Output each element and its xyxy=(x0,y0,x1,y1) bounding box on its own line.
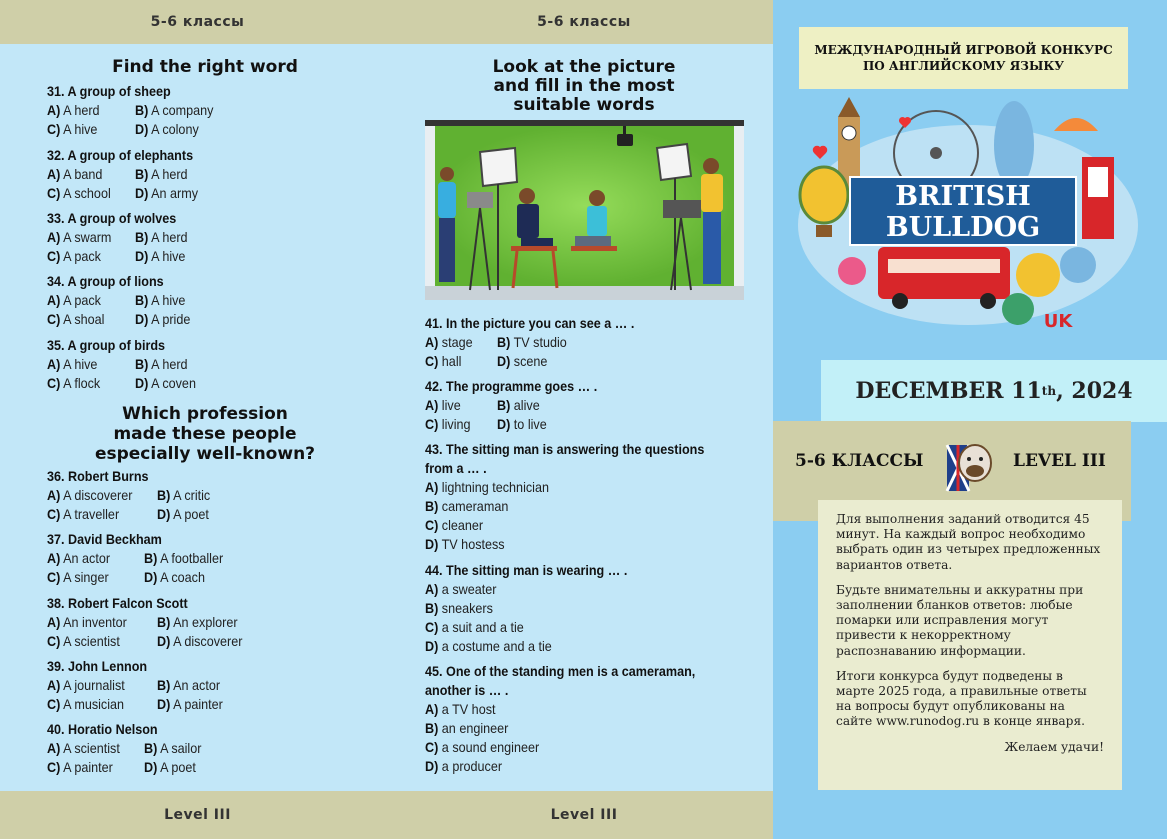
option-text: A herd xyxy=(63,102,100,118)
answer-option[interactable] xyxy=(425,516,483,535)
option-text: A pack xyxy=(63,292,101,308)
option-row xyxy=(47,695,230,714)
answer-option[interactable] xyxy=(135,120,199,139)
answer-option[interactable] xyxy=(425,757,502,776)
question-block xyxy=(47,272,197,329)
option-text: A company xyxy=(151,102,214,118)
option-text: A hive xyxy=(151,292,186,308)
question-block xyxy=(47,657,230,714)
option-letter: A) xyxy=(47,292,61,308)
date-suffix: th xyxy=(1041,384,1057,398)
answer-option[interactable] xyxy=(47,355,126,374)
option-letter: B) xyxy=(135,229,149,245)
option-letter: D) xyxy=(135,121,149,137)
option-row xyxy=(47,632,252,651)
grade-band-top: 5-6 классы xyxy=(395,0,773,44)
logo-line-british: BRITISH xyxy=(895,181,1031,212)
option-letter: C) xyxy=(47,506,61,522)
answer-option[interactable] xyxy=(47,613,146,632)
option-row xyxy=(425,618,650,637)
answer-option[interactable] xyxy=(47,120,126,139)
option-text: scene xyxy=(513,353,548,369)
answer-option[interactable] xyxy=(47,632,146,651)
option-text: a TV host xyxy=(441,701,496,717)
answer-option[interactable] xyxy=(47,486,146,505)
question-title: 31. A group of sheep xyxy=(47,83,171,99)
option-row xyxy=(47,549,232,568)
option-letter: B) xyxy=(425,600,439,616)
left-panel xyxy=(0,0,395,839)
question-title: 41. In the picture you can see a … . xyxy=(425,315,635,331)
answer-option[interactable] xyxy=(47,505,146,524)
answer-option[interactable] xyxy=(425,738,539,757)
option-row xyxy=(47,310,197,329)
option-text: cleaner xyxy=(441,517,484,533)
logo-line-bulldog: BULLDOG xyxy=(885,212,1041,243)
question-block xyxy=(425,314,658,371)
option-row xyxy=(47,291,197,310)
option-text: A coach xyxy=(160,569,205,585)
question-block xyxy=(425,440,735,554)
option-letter: B) xyxy=(144,550,158,566)
question-block xyxy=(47,209,193,266)
option-letter: D) xyxy=(425,536,439,552)
option-text: A poet xyxy=(173,506,209,522)
option-text: A footballer xyxy=(160,550,224,566)
option-text: a sound engineer xyxy=(441,739,540,755)
question-block xyxy=(47,530,232,587)
question-block xyxy=(47,594,252,651)
grade-band-top: 5-6 классы xyxy=(0,0,395,44)
answer-option[interactable] xyxy=(135,228,188,247)
option-letter: A) xyxy=(425,397,439,413)
answer-option[interactable] xyxy=(47,758,134,777)
option-row xyxy=(47,613,252,632)
option-text: A journalist xyxy=(63,677,125,693)
question-title: 43. The sitting man is answering the questions xyxy=(425,441,705,457)
title-line: suitable words xyxy=(513,95,655,115)
option-letter: A) xyxy=(47,102,61,118)
answer-option[interactable] xyxy=(497,396,540,415)
answer-option[interactable] xyxy=(135,291,185,310)
option-letter: A) xyxy=(47,229,61,245)
option-letter: A) xyxy=(47,166,61,182)
question-title: 42. The programme goes … . xyxy=(425,378,598,394)
option-row xyxy=(47,739,208,758)
good-luck-text: Желаем удачи! xyxy=(1004,739,1104,754)
option-text: a sweater xyxy=(441,581,497,597)
option-letter: C) xyxy=(425,353,439,369)
answer-option[interactable] xyxy=(135,355,188,374)
answer-option[interactable] xyxy=(47,739,134,758)
option-letter: D) xyxy=(425,638,439,654)
option-text: A swarm xyxy=(63,229,112,245)
answer-option[interactable] xyxy=(425,580,496,599)
answer-option[interactable] xyxy=(497,415,547,434)
answer-option[interactable] xyxy=(47,184,126,203)
answer-option[interactable] xyxy=(47,228,126,247)
question-block xyxy=(425,662,725,776)
option-row xyxy=(47,101,222,120)
option-text: A scientist xyxy=(63,633,120,649)
question-title: 32. A group of elephants xyxy=(47,147,194,163)
option-letter: D) xyxy=(425,758,439,774)
option-row xyxy=(47,758,208,777)
option-text: An inventor xyxy=(63,614,127,630)
option-text: a costume and a tie xyxy=(441,638,552,654)
option-row xyxy=(425,599,650,618)
option-letter: B) xyxy=(135,166,149,182)
option-text: a suit and a tie xyxy=(441,619,524,635)
answer-option[interactable] xyxy=(144,549,223,568)
option-letter: A) xyxy=(425,701,439,717)
option-text: A herd xyxy=(151,229,188,245)
question-title: 33. A group of wolves xyxy=(47,210,177,226)
section-title-profession xyxy=(0,404,410,464)
level-label: LEVEL III xyxy=(1013,451,1106,471)
option-letter: D) xyxy=(497,416,511,432)
option-text: cameraman xyxy=(441,498,509,514)
title-line: and fill in the most xyxy=(493,76,675,96)
date-year: , 2024 xyxy=(1056,378,1133,404)
answer-option[interactable] xyxy=(157,486,210,505)
instructions-box xyxy=(818,500,1122,790)
answer-option[interactable] xyxy=(157,695,223,714)
option-row xyxy=(425,333,658,352)
option-letter: C) xyxy=(47,375,61,391)
option-row xyxy=(425,497,735,516)
question-block xyxy=(47,82,222,139)
option-letter: A) xyxy=(47,614,61,630)
option-letter: C) xyxy=(425,739,439,755)
option-row xyxy=(425,719,725,738)
answer-option[interactable] xyxy=(47,695,146,714)
question-title: 39. John Lennon xyxy=(47,658,148,674)
answer-option[interactable] xyxy=(425,719,508,738)
option-letter: C) xyxy=(47,569,61,585)
header-line: ПО АНГЛИЙСКОМУ ЯЗЫКУ xyxy=(862,59,1065,73)
answer-option[interactable] xyxy=(135,165,188,184)
header-line: МЕЖДУНАРОДНЫЙ ИГРОВОЙ КОНКУРС xyxy=(814,43,1113,57)
option-letter: D) xyxy=(135,248,149,264)
answer-option[interactable] xyxy=(47,165,126,184)
answer-option[interactable] xyxy=(47,568,134,587)
option-letter: B) xyxy=(157,677,171,693)
option-text: alive xyxy=(513,397,540,413)
option-letter: D) xyxy=(157,506,171,522)
contest-header xyxy=(799,27,1128,89)
option-letter: A) xyxy=(47,356,61,372)
option-letter: A) xyxy=(425,479,439,495)
british-bulldog-collage-logo xyxy=(788,95,1148,345)
option-letter: D) xyxy=(144,569,158,585)
option-text: A painter xyxy=(63,759,113,775)
question-title: from a … . xyxy=(425,460,487,476)
option-text: A singer xyxy=(63,569,109,585)
answer-option[interactable] xyxy=(47,374,126,393)
option-text: An actor xyxy=(173,677,221,693)
option-letter: B) xyxy=(157,487,171,503)
option-text: A herd xyxy=(151,356,188,372)
answer-option[interactable] xyxy=(497,333,567,352)
answer-option[interactable] xyxy=(144,568,205,587)
cover-panel xyxy=(773,0,1167,839)
option-row xyxy=(47,355,203,374)
level-band-bottom: Level III xyxy=(395,791,773,839)
level-band-bottom: Level III xyxy=(0,791,395,839)
option-row xyxy=(47,505,216,524)
question-title: 40. Horatio Nelson xyxy=(47,721,158,737)
option-letter: C) xyxy=(47,696,61,712)
option-text: hall xyxy=(441,353,462,369)
question-title: 35. A group of birds xyxy=(47,337,166,353)
answer-option[interactable] xyxy=(47,676,146,695)
option-letter: C) xyxy=(47,633,61,649)
option-letter: C) xyxy=(425,416,439,432)
answer-option[interactable] xyxy=(425,599,493,618)
answer-option[interactable] xyxy=(47,549,134,568)
contest-date xyxy=(821,360,1167,422)
option-letter: C) xyxy=(425,517,439,533)
tv-studio-illustration xyxy=(425,120,744,300)
option-row xyxy=(425,637,650,656)
option-row xyxy=(425,700,725,719)
option-text: A colony xyxy=(151,121,199,137)
option-row xyxy=(47,247,193,266)
answer-option[interactable] xyxy=(47,101,126,120)
option-letter: A) xyxy=(425,334,439,350)
option-letter: B) xyxy=(497,397,511,413)
option-letter: D) xyxy=(157,633,171,649)
answer-option[interactable] xyxy=(425,700,496,719)
option-text: sneakers xyxy=(441,600,493,616)
question-title: 45. One of the standing men is a cameraman, xyxy=(425,663,696,679)
option-letter: A) xyxy=(47,677,61,693)
option-letter: D) xyxy=(144,759,158,775)
option-row xyxy=(425,757,725,776)
answer-option[interactable] xyxy=(144,739,201,758)
logo-uk-text: UK xyxy=(1043,311,1073,332)
option-text: A coven xyxy=(151,375,196,391)
option-text: A sailor xyxy=(160,740,202,756)
answer-option[interactable] xyxy=(497,352,547,371)
option-text: A discoverer xyxy=(63,487,133,503)
option-letter: B) xyxy=(425,498,439,514)
option-letter: D) xyxy=(135,185,149,201)
bulldog-mascot-icon xyxy=(943,431,995,495)
option-text: stage xyxy=(441,334,473,350)
option-text: A painter xyxy=(173,696,223,712)
option-letter: C) xyxy=(425,619,439,635)
option-row xyxy=(47,165,209,184)
option-row xyxy=(425,580,650,599)
option-row xyxy=(47,374,203,393)
option-row xyxy=(425,415,616,434)
answer-option[interactable] xyxy=(157,613,238,632)
answer-option[interactable] xyxy=(47,247,126,266)
answer-option[interactable] xyxy=(135,184,198,203)
instructions-paragraph: Будьте внимательны и аккуратны при заполнении бланков ответов: любые помарки или исправления могут привести к некорректному распознаванию информации. xyxy=(836,582,1084,658)
option-text: A scientist xyxy=(63,740,120,756)
option-text: A hive xyxy=(63,121,98,137)
option-letter: C) xyxy=(47,248,61,264)
option-text: A discoverer xyxy=(173,633,243,649)
option-row xyxy=(47,228,193,247)
option-letter: B) xyxy=(425,720,439,736)
date-main: DECEMBER 11 xyxy=(855,378,1042,404)
section-title-find-word: Find the right word xyxy=(112,57,298,77)
option-text: A hive xyxy=(151,248,186,264)
option-row xyxy=(425,738,725,757)
option-text: live xyxy=(441,397,461,413)
option-text: An explorer xyxy=(173,614,238,630)
question-block xyxy=(425,561,650,656)
grade-label: 5-6 КЛАССЫ xyxy=(795,451,924,471)
question-block xyxy=(47,467,216,524)
option-text: an engineer xyxy=(441,720,509,736)
option-letter: A) xyxy=(47,487,61,503)
option-text: living xyxy=(441,416,471,432)
question-block xyxy=(47,720,208,777)
option-letter: B) xyxy=(497,334,511,350)
answer-option[interactable] xyxy=(425,618,524,637)
option-letter: C) xyxy=(47,311,61,327)
middle-panel xyxy=(395,0,773,839)
title-line: made these people xyxy=(113,424,297,444)
title-line: Which profession xyxy=(122,404,288,424)
instructions-paragraph: Итоги конкурса будут подведены в марте 2025 года, а правильные ответы на вопросы будут опубликованы на сайте www.runodog.ru в конце января. xyxy=(836,668,1087,729)
title-line: Look at the picture xyxy=(492,57,676,77)
option-letter: B) xyxy=(157,614,171,630)
question-block xyxy=(47,336,203,393)
option-text: A critic xyxy=(173,487,211,503)
question-block xyxy=(47,146,209,203)
option-text: TV studio xyxy=(513,334,567,350)
answer-option[interactable] xyxy=(425,352,490,371)
option-text: An actor xyxy=(63,550,111,566)
question-title: 36. Robert Burns xyxy=(47,468,149,484)
option-letter: C) xyxy=(47,185,61,201)
option-letter: B) xyxy=(135,102,149,118)
option-text: A flock xyxy=(63,375,101,391)
option-row xyxy=(425,352,658,371)
option-row xyxy=(425,535,735,554)
option-letter: D) xyxy=(157,696,171,712)
option-row xyxy=(47,184,209,203)
option-row xyxy=(47,486,216,505)
option-letter: C) xyxy=(47,759,61,775)
option-row xyxy=(425,516,735,535)
answer-option[interactable] xyxy=(425,415,490,434)
option-text: A traveller xyxy=(63,506,120,522)
question-block xyxy=(425,377,616,434)
answer-option[interactable] xyxy=(135,310,190,329)
option-text: to live xyxy=(513,416,547,432)
section-title-picture xyxy=(395,58,773,115)
option-letter: B) xyxy=(135,356,149,372)
answer-option[interactable] xyxy=(425,497,508,516)
answer-option[interactable] xyxy=(135,101,213,120)
option-text: A musician xyxy=(63,696,125,712)
option-letter: D) xyxy=(135,311,149,327)
option-letter: D) xyxy=(135,375,149,391)
instructions-paragraph: Для выполнения заданий отводится 45 минут. На каждый вопрос необходимо выбрать один из четырех предложенных вариантов ответа. xyxy=(836,512,1101,572)
option-letter: A) xyxy=(47,740,61,756)
answer-option[interactable] xyxy=(425,396,490,415)
answer-option[interactable] xyxy=(425,333,490,352)
option-text: TV hostess xyxy=(441,536,505,552)
answer-option[interactable] xyxy=(47,291,126,310)
answer-option[interactable] xyxy=(157,676,220,695)
option-row xyxy=(425,478,735,497)
answer-option[interactable] xyxy=(135,374,196,393)
option-text: A hive xyxy=(63,356,98,372)
option-letter: A) xyxy=(47,550,61,566)
option-text: A pack xyxy=(63,248,101,264)
option-letter: B) xyxy=(135,292,149,308)
answer-option[interactable] xyxy=(144,758,196,777)
option-row xyxy=(47,676,230,695)
answer-option[interactable] xyxy=(425,478,549,497)
option-text: a producer xyxy=(441,758,503,774)
option-text: A school xyxy=(63,185,111,201)
question-title: 44. The sitting man is wearing … . xyxy=(425,562,628,578)
question-title: another is … . xyxy=(425,682,509,698)
option-text: A band xyxy=(63,166,103,182)
option-row xyxy=(47,568,232,587)
option-letter: D) xyxy=(497,353,511,369)
answer-option[interactable] xyxy=(157,632,242,651)
answer-option[interactable] xyxy=(135,247,185,266)
option-letter: B) xyxy=(144,740,158,756)
question-title: 34. A group of lions xyxy=(47,273,164,289)
option-text: A poet xyxy=(160,759,196,775)
option-text: A shoal xyxy=(63,311,105,327)
answer-option[interactable] xyxy=(425,535,505,554)
answer-option[interactable] xyxy=(425,637,552,656)
option-letter: A) xyxy=(425,581,439,597)
title-line: especially well-known? xyxy=(94,444,316,464)
question-title: 38. Robert Falcon Scott xyxy=(47,595,188,611)
question-title: 37. David Beckham xyxy=(47,531,162,547)
option-text: A herd xyxy=(151,166,188,182)
option-row xyxy=(47,120,222,139)
option-text: An army xyxy=(151,185,199,201)
answer-option[interactable] xyxy=(157,505,209,524)
option-text: lightning technician xyxy=(441,479,549,495)
option-text: A pride xyxy=(151,311,191,327)
answer-option[interactable] xyxy=(47,310,126,329)
option-letter: C) xyxy=(47,121,61,137)
option-row xyxy=(425,396,616,415)
